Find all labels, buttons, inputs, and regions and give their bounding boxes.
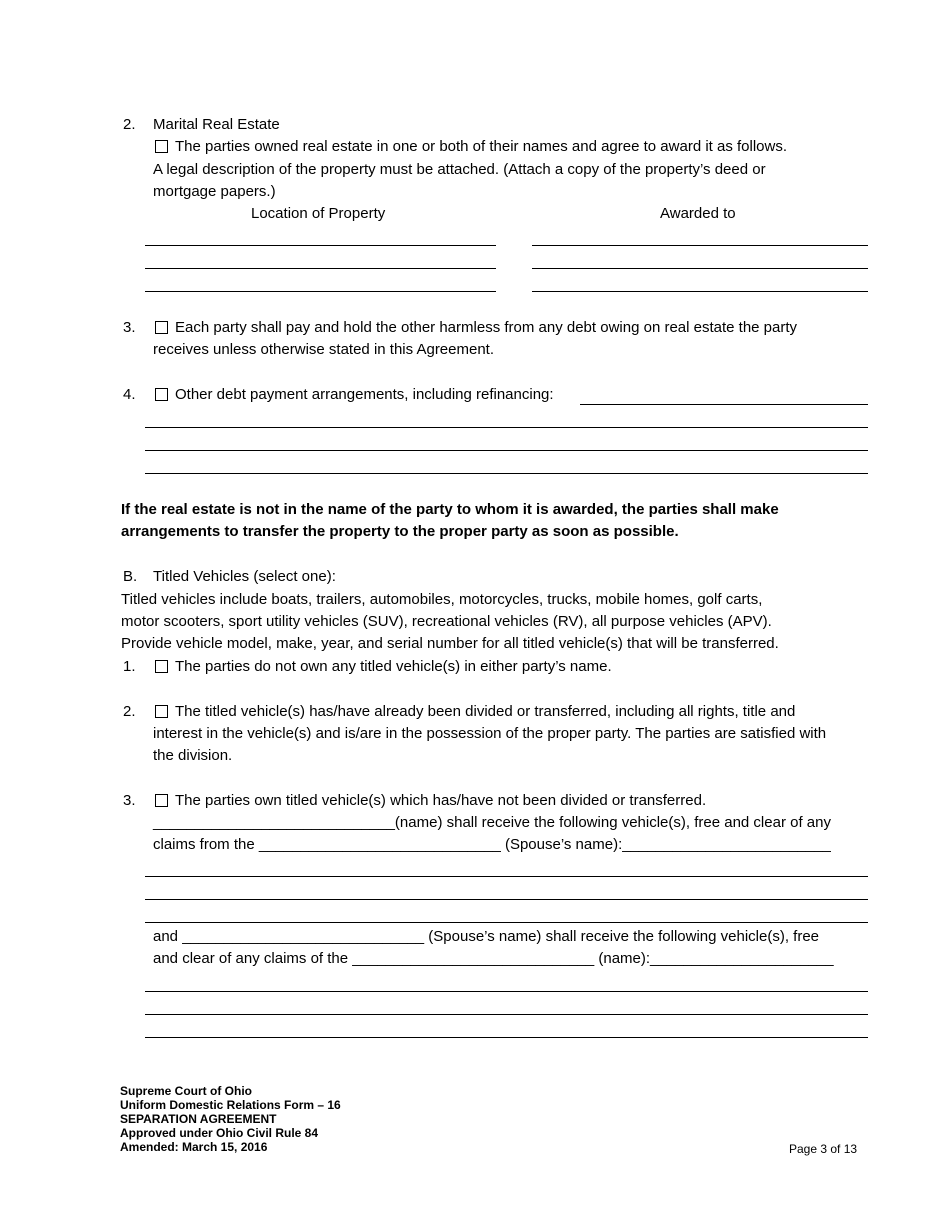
debt-harmless-checkbox[interactable] (155, 321, 168, 334)
name-blank-text[interactable]: _____________________________(name) shall receive the following vehicle(s), free and clear of any (153, 814, 831, 831)
item-number: 3. (123, 792, 136, 809)
location-line[interactable] (145, 291, 496, 292)
transfer-notice: If the real estate is not in the name of the party to whom it is awarded, the parties shall make (121, 501, 779, 518)
awarded-line[interactable] (532, 245, 868, 246)
item-number: 3. (123, 319, 136, 336)
other-debt-checkbox[interactable] (155, 388, 168, 401)
vehicles-description: Provide vehicle model, make, year, and serial number for all titled vehicle(s) that will be transferred. (121, 635, 779, 652)
vehicles-divided-text: interest in the vehicle(s) and is/are in the possession of the proper party. The parties are satisfied with (153, 725, 827, 742)
item-number: 1. (123, 658, 136, 675)
vehicles-not-divided-text: The parties own titled vehicle(s) which has/have not been divided or transferred. (175, 792, 707, 809)
awarded-line[interactable] (532, 268, 868, 269)
vehicles-divided-text: The titled vehicle(s) has/have already been divided or transferred, including all rights, title and (175, 703, 796, 720)
vehicles-description: Titled vehicles include boats, trailers, automobiles, motorcycles, trucks, mobile homes, golf carts, (121, 591, 763, 608)
item-number: 2. (123, 703, 136, 720)
other-debt-text: Other debt payment arrangements, including refinancing: (175, 386, 554, 403)
no-vehicles-text: The parties do not own any titled vehicle(s) in either party’s name. (175, 658, 612, 675)
section-heading-real-estate: Marital Real Estate (153, 116, 280, 133)
footer-approval: Approved under Ohio Civil Rule 84 (120, 1126, 319, 1140)
other-debt-line[interactable] (145, 427, 868, 428)
real-estate-checkbox-label: The parties owned real estate in one or both of their names and agree to award it as follows. (175, 138, 788, 155)
other-debt-line[interactable] (580, 404, 868, 405)
name-blank-text[interactable]: and clear of any claims of the _____________________________ (name):______________________ (153, 950, 834, 967)
vehicle-line[interactable] (145, 991, 868, 992)
vehicle-line[interactable] (145, 922, 868, 923)
vehicles-not-divided-checkbox[interactable] (155, 794, 168, 807)
other-debt-line[interactable] (145, 450, 868, 451)
spouse-name-blank-text[interactable]: and _____________________________ (Spouse’s name) shall receive the following vehicle(s), free (153, 928, 820, 945)
debt-harmless-text: Each party shall pay and hold the other harmless from any debt owing on real estate the party (175, 319, 798, 336)
debt-harmless-text: receives unless otherwise stated in this Agreement. (153, 341, 495, 358)
real-estate-checkbox[interactable] (155, 140, 168, 153)
column-header-location: Location of Property (251, 205, 386, 222)
vehicles-divided-text: the division. (153, 747, 233, 764)
footer-court: Supreme Court of Ohio (120, 1084, 252, 1098)
location-line[interactable] (145, 245, 496, 246)
other-debt-line[interactable] (145, 473, 868, 474)
real-estate-text: mortgage papers.) (153, 183, 276, 200)
location-line[interactable] (145, 268, 496, 269)
item-number: 2. (123, 116, 136, 133)
vehicles-divided-checkbox[interactable] (155, 705, 168, 718)
transfer-notice: arrangements to transfer the property to the proper party as soon as possible. (121, 523, 679, 540)
vehicle-line[interactable] (145, 1037, 868, 1038)
column-header-awarded: Awarded to (660, 205, 736, 222)
real-estate-text: A legal description of the property must be attached. (Attach a copy of the property’s deed or (153, 161, 766, 178)
footer-amended: Amended: March 15, 2016 (120, 1140, 268, 1154)
footer-title: SEPARATION AGREEMENT (120, 1112, 277, 1126)
awarded-line[interactable] (532, 291, 868, 292)
vehicles-description: motor scooters, sport utility vehicles (SUV), recreational vehicles (RV), all purpose vehicles (APV). (121, 613, 772, 630)
section-heading-vehicles: Titled Vehicles (select one): (153, 568, 336, 585)
item-number: 4. (123, 386, 136, 403)
footer-form: Uniform Domestic Relations Form – 16 (120, 1098, 341, 1112)
page-number: Page 3 of 13 (789, 1142, 858, 1156)
vehicle-line[interactable] (145, 876, 868, 877)
spouse-name-blank-text[interactable]: claims from the _____________________________ (Spouse’s name):_________________________ (153, 836, 831, 853)
section-letter: B. (123, 568, 138, 585)
vehicle-line[interactable] (145, 899, 868, 900)
vehicle-line[interactable] (145, 1014, 868, 1015)
no-vehicles-checkbox[interactable] (155, 660, 168, 673)
